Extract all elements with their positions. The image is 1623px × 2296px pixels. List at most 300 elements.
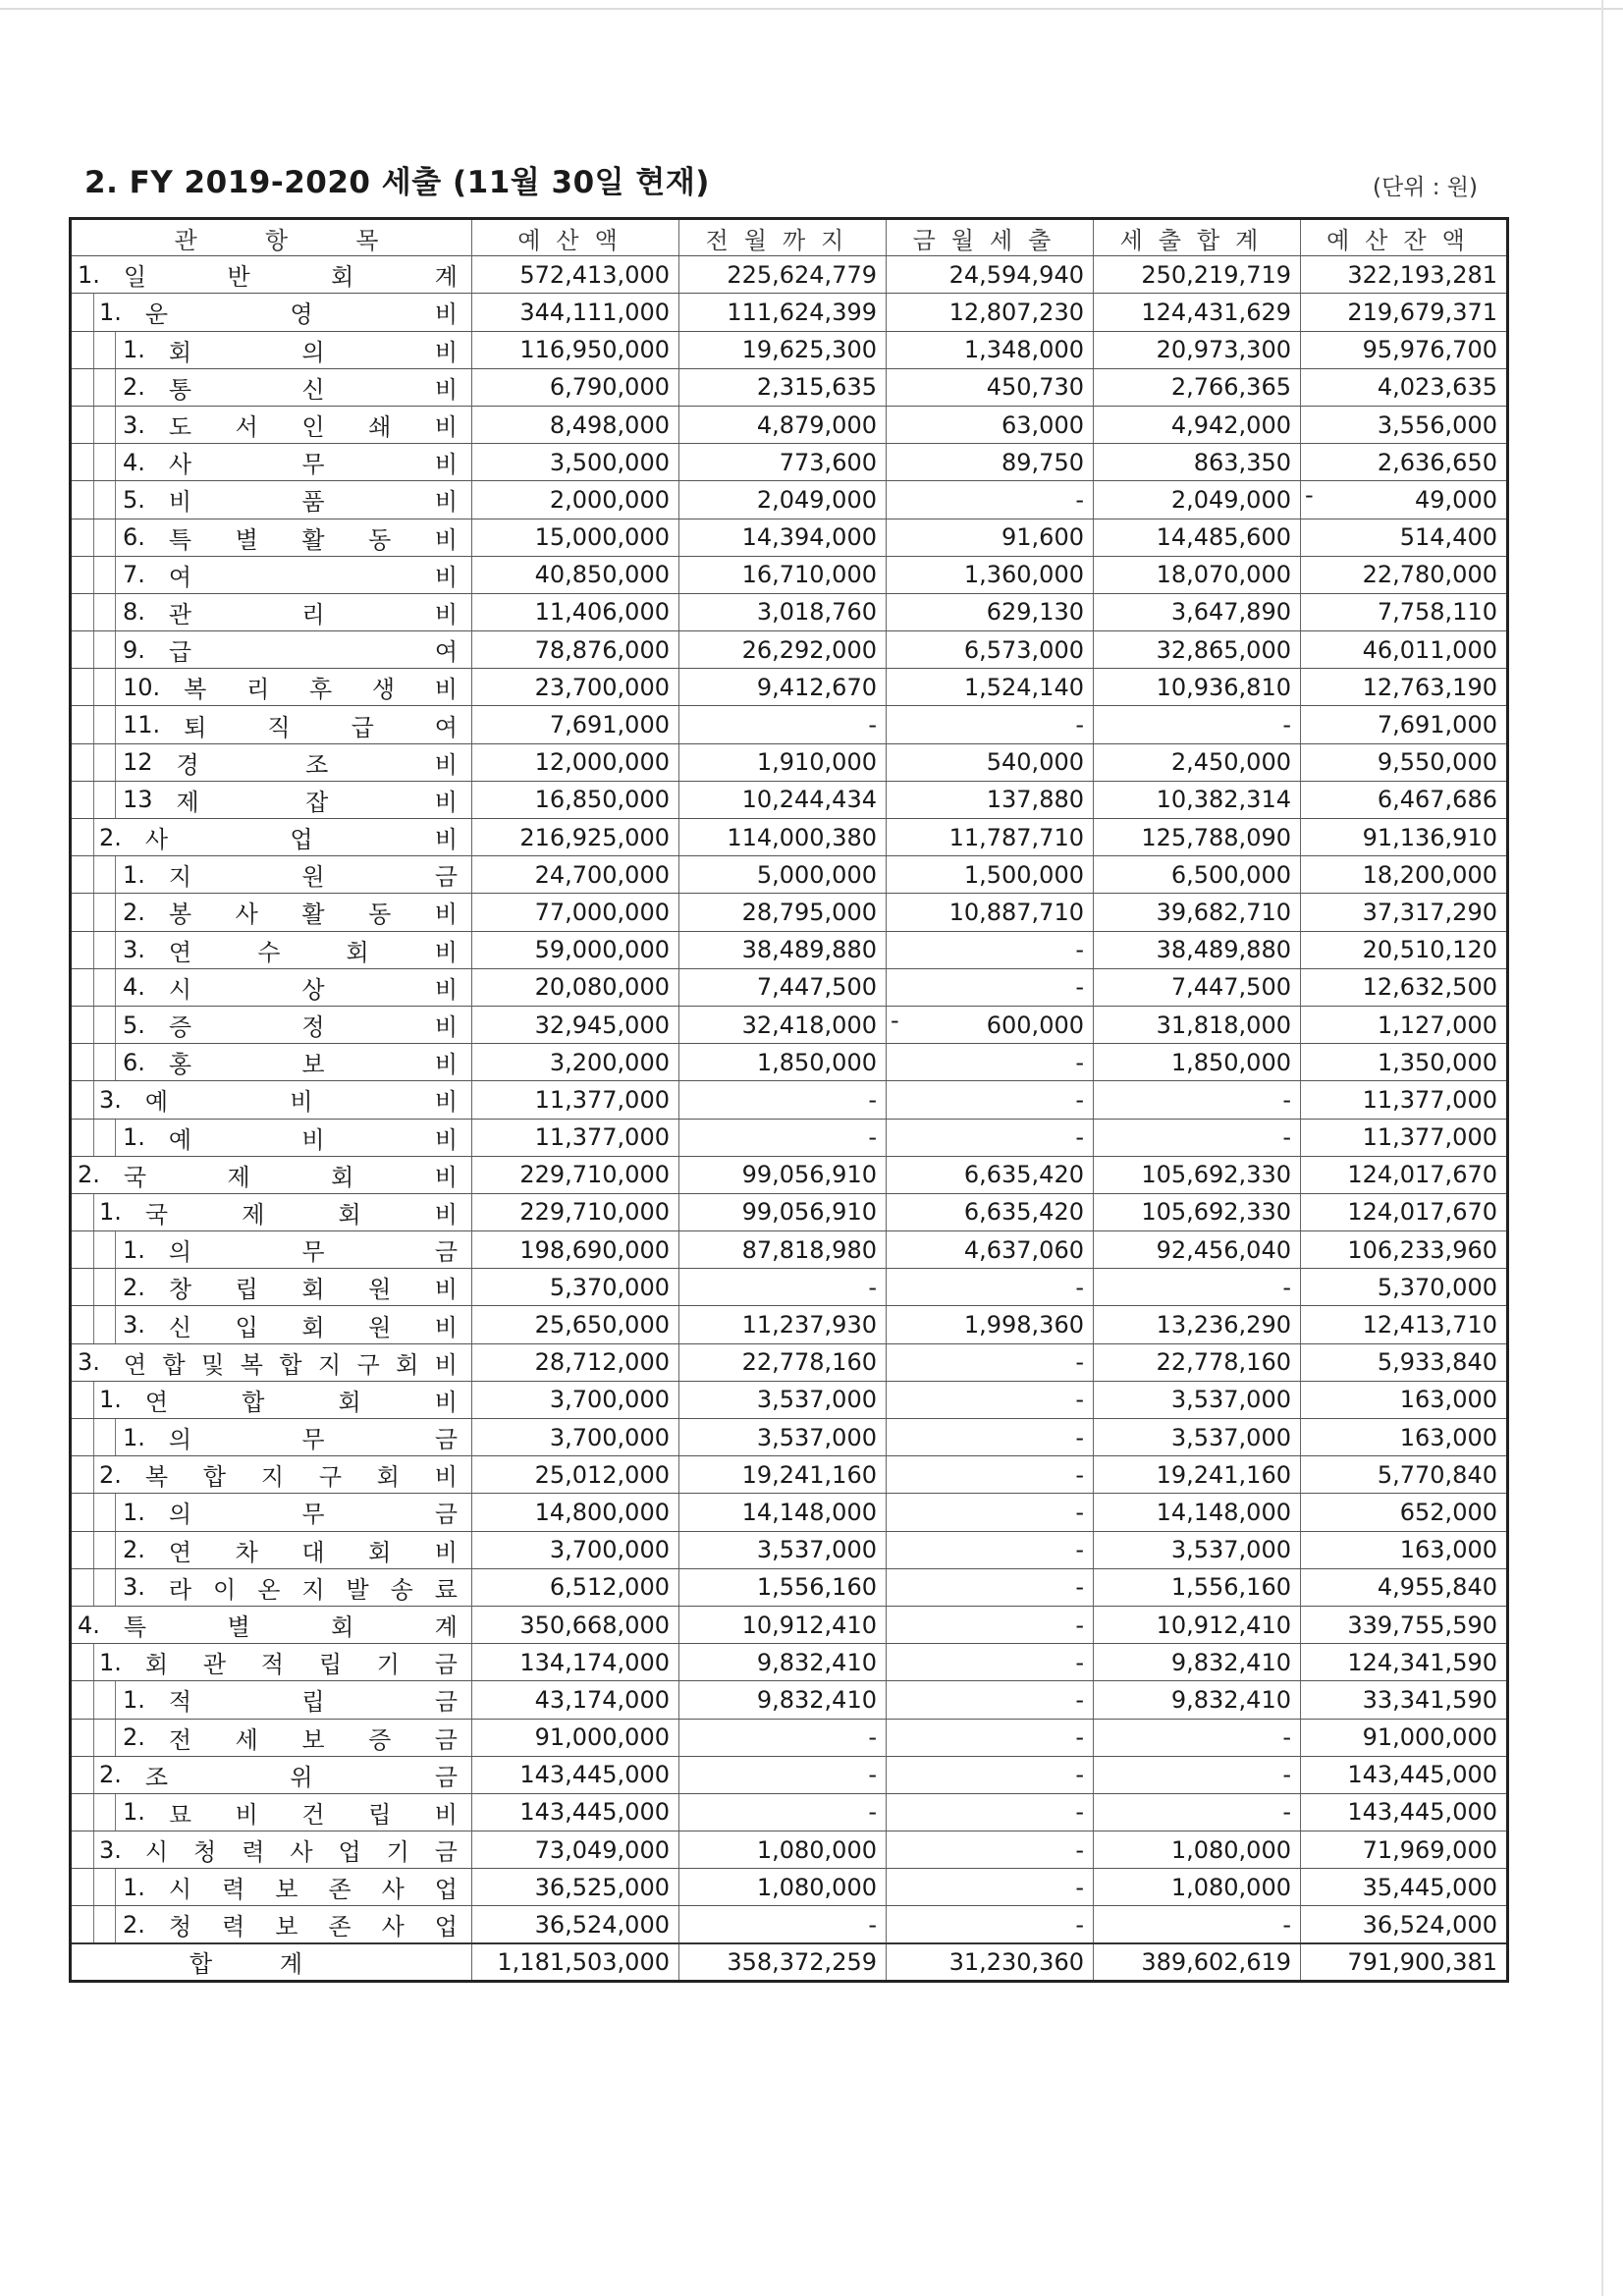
label-char: 여 [434, 638, 458, 667]
hierarchy-rule [115, 894, 116, 931]
total-spent-cell [1094, 1044, 1301, 1081]
label-char: 연 [168, 938, 192, 966]
label-char: 비 [434, 301, 458, 329]
label-char: 무 [301, 1238, 325, 1267]
hierarchy-rule [93, 631, 94, 669]
total-spent-cell [1094, 481, 1301, 519]
item-label [145, 970, 458, 1005]
total-spent-cell-value: - [1282, 1798, 1291, 1827]
hierarchy-rule [115, 669, 116, 706]
label-char: 지 [168, 863, 192, 892]
this-month-cell-value: - [1075, 1573, 1084, 1602]
label-char: 비 [290, 1088, 313, 1117]
item-number: 1. [99, 1386, 122, 1414]
label-char: 회 [301, 1313, 325, 1341]
budget-cell-value: 7,691,000 [549, 711, 670, 739]
total-spent-cell-value: 14,148,000 [1156, 1498, 1291, 1526]
label-char: 수 [257, 938, 281, 966]
category-cell [71, 743, 472, 781]
balance-cell-value: 18,200,000 [1362, 860, 1497, 889]
balance-cell-value: 35,445,000 [1362, 1873, 1497, 1901]
label-char: 비 [434, 676, 458, 704]
label-char: 비 [434, 1051, 458, 1079]
item-number: 2. [99, 1460, 122, 1489]
label-char: 건 [301, 1800, 325, 1829]
this-month-cell [887, 368, 1094, 406]
hierarchy-rule [115, 931, 116, 968]
this-month-cell-value: 6,573,000 [963, 635, 1084, 664]
budget-cell [472, 444, 679, 481]
prev-month-cell [679, 294, 887, 331]
category-cell [71, 1644, 472, 1681]
budget-cell-value: 6,790,000 [549, 373, 670, 402]
table-row [71, 1343, 1508, 1381]
balance-cell [1301, 1081, 1508, 1119]
this-month-cell-value: - [1075, 1798, 1084, 1827]
this-month-cell-value: - [1075, 1723, 1084, 1752]
item-label [145, 1682, 458, 1717]
total-spent-cell [1094, 1306, 1301, 1343]
prev-month-cell [679, 1644, 887, 1681]
header-total-spent: 세출합계 [1094, 219, 1301, 256]
total-spent-cell-value: - [1282, 1761, 1291, 1789]
label-char: 비 [434, 901, 458, 929]
total-balance-cell-value: 791,900,381 [1347, 1947, 1497, 1976]
this-month-cell [887, 1081, 1094, 1119]
budget-cell-value: 59,000,000 [534, 936, 670, 964]
category-cell [71, 1906, 472, 1943]
item-number: 8. [123, 598, 145, 627]
this-month-cell-value: - [1075, 1460, 1084, 1489]
budget-cell-value: 23,700,000 [534, 673, 670, 701]
balance-cell [1301, 1119, 1508, 1156]
budget-cell [472, 1231, 679, 1269]
hierarchy-rule [93, 481, 94, 519]
total-spent-cell [1094, 1531, 1301, 1568]
label-char: 비 [434, 1163, 458, 1191]
balance-cell [1301, 519, 1508, 556]
balance-cell-value: 5,933,840 [1377, 1348, 1497, 1377]
negative-sign: - [1305, 481, 1314, 510]
label-char: 지 [301, 1575, 325, 1604]
table-row [71, 1494, 1508, 1531]
prev-month-cell [679, 856, 887, 894]
total-spent-cell-value: 2,450,000 [1170, 748, 1291, 777]
item-label [160, 670, 458, 704]
label-char: 별 [227, 1613, 250, 1642]
prev-month-cell [679, 1193, 887, 1230]
budget-cell-value: 77,000,000 [534, 898, 670, 926]
item-number: 4. [123, 973, 145, 1002]
prev-month-cell [679, 1231, 887, 1269]
label-char: 리 [301, 600, 325, 629]
category-cell [71, 368, 472, 406]
item-label [100, 1608, 458, 1642]
total-spent-cell [1094, 669, 1301, 706]
label-char: 회 [376, 1463, 400, 1492]
balance-cell-value: 163,000 [1399, 1423, 1497, 1451]
label-char: 금 [434, 1763, 458, 1791]
hierarchy-rule [93, 444, 94, 481]
budget-cell [472, 481, 679, 519]
balance-cell-value: 4,023,635 [1377, 373, 1497, 402]
budget-cell-value: 5,370,000 [549, 1273, 670, 1301]
label-char: 업 [434, 1876, 458, 1904]
header-this-month: 금월세출 [887, 219, 1094, 256]
hierarchy-rule [93, 819, 94, 856]
hierarchy-rule [115, 444, 116, 481]
category-cell [71, 931, 472, 968]
label-char: 비 [434, 975, 458, 1004]
balance-cell-value: 4,955,840 [1377, 1573, 1497, 1602]
item-label [122, 1082, 458, 1117]
balance-cell-value: 106,233,960 [1347, 1235, 1497, 1264]
item-number: 1. [99, 1648, 122, 1676]
total-spent-cell [1094, 819, 1301, 856]
table-row [71, 1306, 1508, 1343]
total-spent-cell-value: 39,682,710 [1156, 898, 1291, 926]
total-label: 합 계 [189, 1950, 303, 1979]
label-char: 잡 [305, 788, 329, 816]
total-spent-cell-value: 2,049,000 [1170, 485, 1291, 514]
label-char: 연 [168, 1538, 192, 1566]
balance-cell-value: 652,000 [1399, 1498, 1497, 1526]
total-spent-cell-value: 31,818,000 [1156, 1011, 1291, 1039]
hierarchy-rule [93, 1193, 94, 1230]
budget-cell-value: 24,700,000 [534, 860, 670, 889]
balance-cell [1301, 1719, 1508, 1756]
total-spent-cell-value: - [1282, 711, 1291, 739]
item-label [145, 1533, 458, 1567]
total-spent-cell-value: - [1282, 1273, 1291, 1301]
label-char: 비 [434, 1125, 458, 1154]
category-cell [71, 819, 472, 856]
category-cell [71, 1681, 472, 1719]
this-month-cell [887, 1719, 1094, 1756]
prev-month-cell [679, 1006, 887, 1043]
hierarchy-rule [115, 331, 116, 368]
prev-month-cell-value: 32,418,000 [741, 1011, 877, 1039]
budget-cell-value: 43,174,000 [534, 1685, 670, 1714]
item-label [145, 933, 458, 967]
budget-cell-value: 78,876,000 [534, 635, 670, 664]
label-char: 합 [242, 1388, 265, 1416]
total-spent-cell-value: 124,431,629 [1141, 298, 1291, 326]
table-row [71, 1793, 1508, 1831]
item-label [145, 1045, 458, 1079]
balance-cell-value: 1,350,000 [1377, 1048, 1497, 1076]
this-month-cell [887, 256, 1094, 294]
label-char: 조 [144, 1763, 169, 1791]
budget-cell [472, 669, 679, 706]
budget-cell-value: 28,712,000 [534, 1348, 670, 1377]
this-month-cell-value: - [1075, 1611, 1084, 1639]
label-char: 계 [434, 263, 458, 292]
prev-month-cell-value: - [868, 1910, 877, 1939]
table-row [71, 819, 1508, 856]
prev-month-cell-value: 99,056,910 [741, 1161, 877, 1189]
prev-month-cell [679, 593, 887, 630]
hierarchy-rule [115, 1119, 116, 1156]
item-label [122, 820, 458, 854]
item-label [100, 1345, 458, 1380]
balance-cell-value: 124,341,590 [1347, 1648, 1497, 1676]
balance-cell-value: 71,969,000 [1362, 1835, 1497, 1864]
this-month-cell-value: 12,807,230 [948, 298, 1084, 326]
category-cell [71, 1156, 472, 1193]
table-row [71, 1231, 1508, 1269]
category-cell [71, 1193, 472, 1230]
this-month-cell [887, 1793, 1094, 1831]
label-char: 립 [235, 1276, 258, 1304]
prev-month-cell [679, 368, 887, 406]
category-cell [71, 1044, 472, 1081]
prev-month-cell-value: 9,832,410 [756, 1685, 877, 1714]
prev-month-cell [679, 556, 887, 593]
total-spent-cell-value: 105,692,330 [1141, 1198, 1291, 1227]
this-month-cell [887, 1644, 1094, 1681]
label-char: 금 [434, 863, 458, 892]
label-char: 료 [434, 1575, 458, 1604]
total-spent-cell-value: - [1282, 1910, 1291, 1939]
label-char: 회 [338, 1388, 361, 1416]
this-month-cell [887, 1869, 1094, 1906]
budget-cell-value: 32,945,000 [534, 1011, 670, 1039]
label-char: 사 [168, 451, 192, 479]
label-char: 봉 [168, 901, 192, 929]
this-month-cell-value: 1,348,000 [963, 336, 1084, 364]
table-row [71, 743, 1508, 781]
label-char: 력 [222, 1876, 245, 1904]
category-cell [71, 1831, 472, 1869]
label-char: 대 [301, 1538, 325, 1566]
label-char: 창 [168, 1276, 192, 1304]
item-number: 4. [78, 1611, 100, 1639]
item-label [145, 482, 458, 517]
item-number: 4. [123, 448, 145, 476]
label-char: 비 [434, 788, 458, 816]
category-cell [71, 1456, 472, 1494]
balance-cell-value: 124,017,670 [1347, 1161, 1497, 1189]
label-char: 립 [301, 1688, 325, 1717]
label-char: 력 [242, 1838, 265, 1867]
total-spent-cell [1094, 1381, 1301, 1418]
label-char: 원 [301, 863, 325, 892]
label-char: 지 [260, 1463, 285, 1492]
label-char: 퇴 [184, 713, 207, 741]
budget-cell-value: 3,200,000 [549, 1048, 670, 1076]
total-spent-cell-value: 92,456,040 [1156, 1235, 1291, 1264]
budget-cell-value: 6,512,000 [549, 1573, 670, 1602]
this-month-cell [887, 931, 1094, 968]
label-char: 금 [434, 1688, 458, 1717]
category-cell [71, 1306, 472, 1343]
this-month-cell-value: 89,750 [1001, 448, 1084, 476]
table-row [71, 706, 1508, 743]
total-spent-cell [1094, 706, 1301, 743]
prev-month-cell-value: 114,000,380 [727, 823, 877, 851]
balance-cell [1301, 1906, 1508, 1943]
total-budget-cell [472, 1943, 679, 1981]
header-row [71, 219, 1508, 256]
item-number: 13 [123, 786, 153, 814]
table-row [71, 1269, 1508, 1306]
budget-cell [472, 1719, 679, 1756]
label-char: 무 [301, 1426, 325, 1454]
header-balance: 예산잔액 [1301, 219, 1508, 256]
budget-cell-value: 14,800,000 [534, 1498, 670, 1526]
table-row [71, 1119, 1508, 1156]
label-char: 기 [376, 1651, 400, 1679]
hierarchy-rule [115, 1044, 116, 1081]
total-spent-cell [1094, 1269, 1301, 1306]
hierarchy-rule [115, 1269, 116, 1306]
label-char: 구 [356, 1350, 380, 1379]
hierarchy-rule [115, 406, 116, 443]
item-label [145, 857, 458, 892]
balance-cell-value: 1,127,000 [1377, 1011, 1497, 1039]
balance-cell [1301, 1681, 1508, 1719]
total-spent-cell [1094, 1494, 1301, 1531]
total-spent-cell [1094, 931, 1301, 968]
hierarchy-rule [115, 1793, 116, 1831]
label-char: 통 [168, 375, 192, 404]
budget-cell-value: 11,377,000 [534, 1123, 670, 1152]
label-char: 연 [123, 1350, 147, 1379]
budget-cell-value: 36,524,000 [534, 1910, 670, 1939]
table-row [71, 781, 1508, 818]
balance-cell-value: 7,758,110 [1377, 598, 1497, 627]
item-number: 1. [123, 1798, 145, 1827]
label-char: 관 [168, 600, 192, 629]
budget-cell-value: 116,950,000 [519, 336, 670, 364]
label-char: 존 [328, 1913, 352, 1941]
total-spent-cell [1094, 593, 1301, 630]
item-number: 1. [78, 260, 100, 289]
item-number: 2. [123, 898, 145, 926]
total-spent-cell-value: 863,350 [1193, 448, 1291, 476]
prev-month-cell-value: 1,850,000 [756, 1048, 877, 1076]
label-char: 의 [301, 338, 325, 366]
budget-cell [472, 1306, 679, 1343]
budget-cell-value: 3,700,000 [549, 1386, 670, 1414]
item-number: 3. [123, 936, 145, 964]
label-char: 국 [123, 1163, 147, 1191]
category-cell [71, 706, 472, 743]
hierarchy-rule [115, 1568, 116, 1606]
prev-month-cell-value: 10,912,410 [741, 1611, 877, 1639]
budget-cell-value: 16,850,000 [534, 786, 670, 814]
total-prev-month-cell [679, 1943, 887, 1981]
item-label [145, 1570, 458, 1605]
unit-note: (단위 : 원) [1373, 175, 1478, 200]
header-prev-month: 전월까지 [679, 219, 887, 256]
item-number: 1. [123, 1498, 145, 1526]
total-spent-cell [1094, 1681, 1301, 1719]
label-char: 품 [301, 488, 325, 517]
prev-month-cell-value: - [868, 1085, 877, 1114]
budget-cell [472, 1531, 679, 1568]
label-char: 회 [144, 1651, 169, 1679]
budget-cell-value: 2,000,000 [549, 485, 670, 514]
item-label [145, 1420, 458, 1454]
this-month-cell [887, 1193, 1094, 1230]
item-number: 6. [123, 523, 145, 552]
balance-cell-value: 322,193,281 [1347, 260, 1497, 289]
this-month-cell [887, 1906, 1094, 1943]
budget-cell [472, 1494, 679, 1531]
expenditure-table [69, 217, 1509, 1983]
budget-cell [472, 1156, 679, 1193]
category-cell [71, 519, 472, 556]
category-cell [71, 1231, 472, 1269]
total-spent-cell [1094, 1006, 1301, 1043]
hierarchy-rule [93, 593, 94, 630]
this-month-cell [887, 331, 1094, 368]
label-char: 회 [396, 1350, 419, 1379]
balance-cell-value: 91,000,000 [1362, 1723, 1497, 1752]
balance-cell [1301, 331, 1508, 368]
this-month-cell [887, 706, 1094, 743]
total-spent-cell-value: 10,912,410 [1156, 1611, 1291, 1639]
hierarchy-rule [93, 1044, 94, 1081]
budget-cell [472, 1756, 679, 1793]
hierarchy-rule [93, 331, 94, 368]
prev-month-cell-value: - [868, 1798, 877, 1827]
category-cell [71, 481, 472, 519]
balance-cell-value: 12,413,710 [1362, 1311, 1497, 1339]
this-month-cell-value: 1,998,360 [963, 1311, 1084, 1339]
prev-month-cell-value: 1,556,160 [756, 1573, 877, 1602]
total-spent-cell [1094, 1906, 1301, 1943]
this-month-cell [887, 1231, 1094, 1269]
category-cell [71, 1081, 472, 1119]
label-char: 급 [168, 638, 192, 667]
category-cell [71, 1343, 472, 1381]
balance-cell [1301, 1306, 1508, 1343]
budget-cell [472, 819, 679, 856]
label-char: 입 [235, 1313, 258, 1341]
this-month-cell [887, 481, 1094, 519]
total-spent-cell-value: - [1282, 1085, 1291, 1114]
balance-cell-value: 22,780,000 [1362, 561, 1497, 589]
prev-month-cell [679, 1419, 887, 1456]
label-char: 비 [434, 413, 458, 442]
label-char: 보 [275, 1913, 298, 1941]
table-row [71, 294, 1508, 331]
item-label [145, 595, 458, 629]
total-spent-cell [1094, 781, 1301, 818]
label-char: 영 [290, 301, 313, 329]
balance-cell [1301, 856, 1508, 894]
hierarchy-rule [115, 781, 116, 818]
prev-month-cell [679, 968, 887, 1006]
balance-cell [1301, 1006, 1508, 1043]
total-spent-cell-value: 18,070,000 [1156, 561, 1291, 589]
label-char: 신 [301, 375, 325, 404]
total-spent-cell [1094, 1119, 1301, 1156]
hierarchy-rule [93, 556, 94, 593]
prev-month-cell-value: 773,600 [779, 448, 877, 476]
label-char: 비 [434, 1013, 458, 1042]
category-cell [71, 1006, 472, 1043]
item-number: 2. [123, 1910, 145, 1939]
prev-month-cell [679, 1831, 887, 1869]
label-char: 및 [201, 1350, 225, 1379]
label-char: 묘 [168, 1800, 192, 1829]
balance-cell [1301, 256, 1508, 294]
total-spent-cell [1094, 1343, 1301, 1381]
